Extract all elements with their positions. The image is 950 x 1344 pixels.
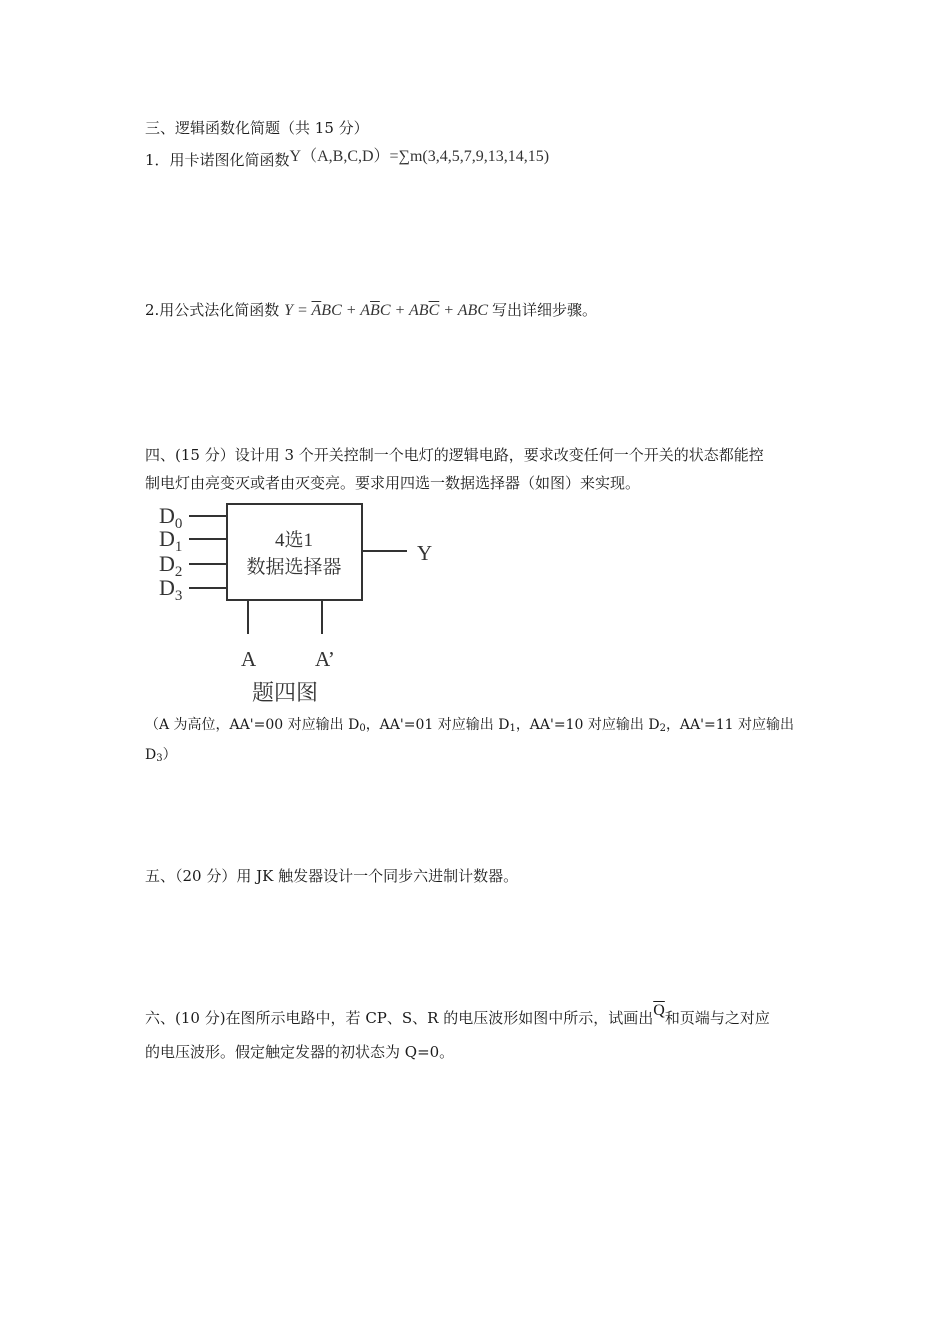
- formula-plus: +: [341, 302, 361, 319]
- input-label-d3: $D_3$: [159, 575, 183, 604]
- question-3-2-formula: [284, 302, 492, 319]
- section-5-text: 五、（20 分）用 JK 触发器设计一个同步六进制计数器。: [145, 867, 519, 885]
- formula-term: $AB\overline{C}$: [409, 302, 440, 319]
- formula-term: $A\overline{B}C$: [360, 302, 391, 319]
- section-4-note-line-2: $D_3$）: [145, 747, 177, 764]
- output-label-y: Y: [417, 541, 433, 565]
- section-3-heading: 三、逻辑函数化简题（共 15 分）: [145, 119, 369, 137]
- input-label-d1: $D_1$: [159, 526, 183, 555]
- formula-term: ABC: [457, 302, 488, 319]
- section-4-note-line-1: （A 为高位，AA'=00 对应输出 $D_0$，AA'=01 对应输出 $D_1$，AA'=10 对应输出 $D_2$，AA'=11 对应输出: [145, 717, 795, 734]
- q-bar-symbol: $\overline{Q}$: [653, 1002, 665, 1019]
- input-label-d0: $D_0$: [159, 503, 183, 532]
- select-label-a-prime: A’: [315, 647, 335, 671]
- formula-plus: +: [390, 302, 410, 319]
- mux-label-line-2: 数据选择器: [246, 557, 342, 578]
- question-3-1-formula: Y（A,B,C,D）=∑m(3,4,5,7,9,13,14,15): [289, 148, 550, 165]
- section-4-line-2: 制电灯由亮变灭或者由灭变亮。要求用四选一数据选择器（如图）来实现。: [145, 474, 641, 492]
- section-6-text: [145, 994, 810, 1069]
- formula-plus: +: [439, 302, 458, 319]
- question-3-2-suffix: 写出详细步骤。: [492, 301, 598, 319]
- section-4-text: [145, 438, 810, 500]
- mux-diagram: [145, 494, 445, 709]
- section-4-line-1: 四、(15 分）设计用 3 个开关控制一个电灯的逻辑电路，要求改变任何一个开关的状态都能控: [145, 446, 764, 464]
- question-3-1-text: 1．用卡诺图化简函数: [145, 151, 290, 169]
- section-6-line-2: 的电压波形。假定触定发器的初状态为 Q=0。: [145, 1043, 455, 1061]
- question-3-2: [145, 300, 597, 321]
- mux-label-line-1: 4选1: [274, 530, 314, 551]
- question-3-2-text: 2.用公式法化简函数: [145, 301, 280, 319]
- formula-lhs: Y =: [284, 302, 308, 319]
- diagram-caption: 题四图: [251, 680, 319, 705]
- formula-terms: [312, 302, 488, 319]
- section-4-note: [145, 712, 810, 772]
- mux-box: [227, 504, 362, 600]
- question-3-1: [145, 150, 549, 171]
- select-label-a: A: [241, 647, 257, 671]
- input-label-d2: $D_2$: [159, 551, 183, 580]
- section-6-line-1: 六、(10 分)在图所示电路中，若 CP、S、R 的电压波形如图中所示，试画出$\overline{Q}$和页端与之对应: [145, 1002, 770, 1027]
- formula-term: $\overline{A}BC$: [311, 302, 342, 319]
